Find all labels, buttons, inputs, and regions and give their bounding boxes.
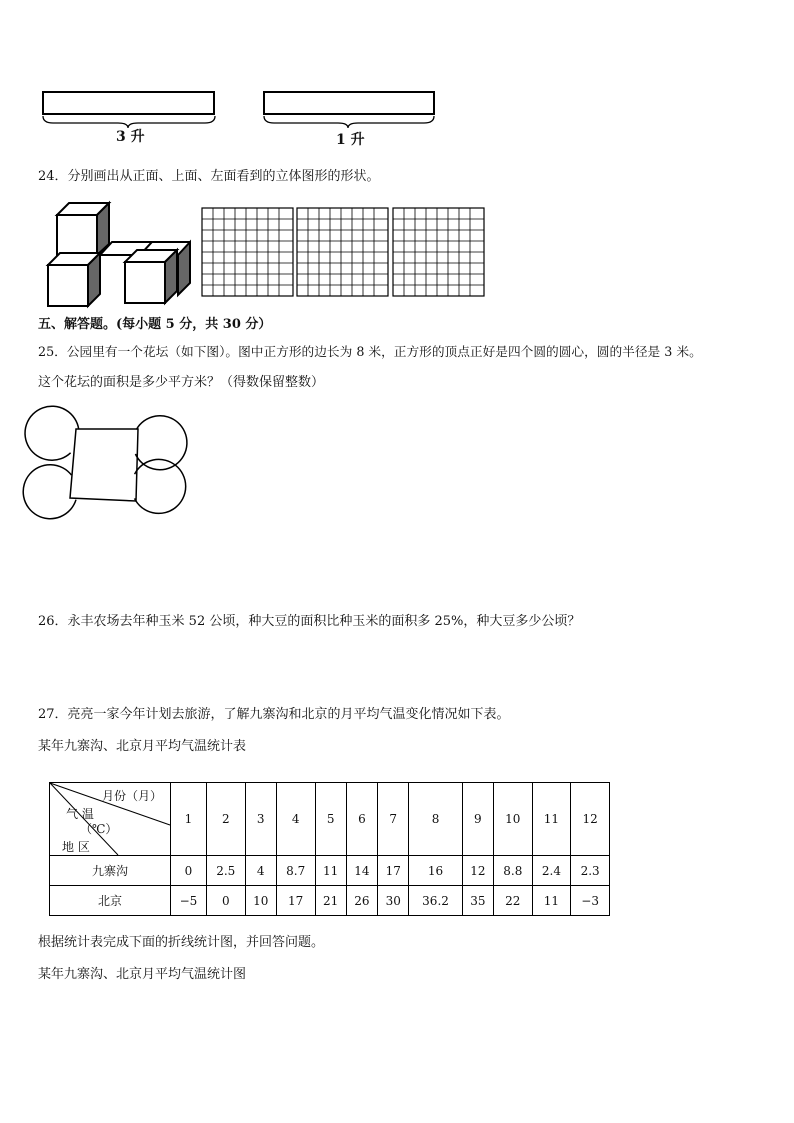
region-name-cell: 九寨沟 [50, 856, 171, 886]
chart-title: 某年九寨沟、北京月平均气温统计图 [38, 967, 247, 982]
region-name-cell: 北京 [50, 886, 171, 916]
value-cell: 16 [409, 856, 462, 886]
value-cell: −3 [571, 886, 610, 916]
month-cell: 3 [245, 783, 276, 856]
value-cell: 14 [346, 856, 377, 886]
value-cell: 11 [315, 856, 346, 886]
question-25-line1: 25．公园里有一个花坛（如下图）。图中正方形的边长为 8 米，正方形的顶点正好是四个圆的圆心，圆的半径是 3 米。 [38, 344, 702, 359]
diagonal-header-cell [50, 783, 171, 856]
month-cell: 4 [276, 783, 315, 856]
question-25-line2: 这个花坛的面积是多少平方米？（得数保留整数） [38, 375, 325, 390]
value-cell: 2.3 [571, 856, 610, 886]
month-cell: 12 [571, 783, 610, 856]
grid-top [297, 208, 388, 296]
value-cell: 0 [206, 886, 245, 916]
question-24: 24．分别画出从正面、上面、左面看到的立体图形的形状。 [38, 169, 380, 184]
right-bar-label: 1 升 [336, 132, 365, 148]
value-cell: 4 [245, 856, 276, 886]
value-cell: 17 [276, 886, 315, 916]
month-cell: 2 [206, 783, 245, 856]
chart-instruction: 根据统计表完成下面的折线统计图，并回答问题。 [38, 935, 325, 950]
temperature-table [49, 782, 610, 916]
month-cell: 6 [346, 783, 377, 856]
month-cell: 10 [493, 783, 532, 856]
table-row-jiuzhaigou [50, 856, 610, 886]
table-row-beijing [50, 886, 610, 916]
value-cell: 21 [315, 886, 346, 916]
value-cell: −5 [171, 886, 207, 916]
header-temp-label: 气 温 [66, 807, 94, 821]
value-cell: 0 [171, 856, 207, 886]
value-cell: 30 [378, 886, 409, 916]
month-cell: 11 [532, 783, 571, 856]
month-cell: 7 [378, 783, 409, 856]
value-cell: 10 [245, 886, 276, 916]
value-cell: 26 [346, 886, 377, 916]
value-cell: 2.5 [206, 856, 245, 886]
grid-left [393, 208, 484, 296]
value-cell: 36.2 [409, 886, 462, 916]
value-cell: 11 [532, 886, 571, 916]
value-cell: 17 [378, 856, 409, 886]
month-cell: 9 [462, 783, 493, 856]
value-cell: 2.4 [532, 856, 571, 886]
month-cell: 8 [409, 783, 462, 856]
flower-bed-figure [45, 408, 175, 538]
value-cell: 22 [493, 886, 532, 916]
question-27-intro: 27．亮亮一家今年计划去旅游，了解九寨沟和北京的月平均气温变化情况如下表。 [38, 707, 510, 722]
table-title: 某年九寨沟、北京月平均气温统计表 [38, 739, 247, 754]
right-bar [264, 92, 434, 128]
left-bar-label: 3 升 [116, 129, 145, 145]
value-cell: 35 [462, 886, 493, 916]
answer-grids [200, 206, 500, 306]
month-cell: 1 [171, 783, 207, 856]
month-cell: 5 [315, 783, 346, 856]
grid-front [202, 208, 293, 296]
value-cell: 8.7 [276, 856, 315, 886]
cube-stack-figure [40, 200, 200, 310]
question-26: 26．永丰农场去年种玉米 52 公顷，种大豆的面积比种玉米的面积多 25%，种大豆多少公顷？ [38, 614, 581, 629]
header-month-label: 月份（月） [102, 789, 163, 803]
section-5-title: 五、解答题。(每小题 5 分，共 30 分） [38, 317, 272, 332]
header-region-label: 地 区 [62, 840, 90, 854]
value-cell: 12 [462, 856, 493, 886]
header-temp-unit: （℃） [80, 822, 118, 836]
value-cell: 8.8 [493, 856, 532, 886]
table-header-row [50, 783, 610, 856]
left-bar [43, 92, 215, 128]
